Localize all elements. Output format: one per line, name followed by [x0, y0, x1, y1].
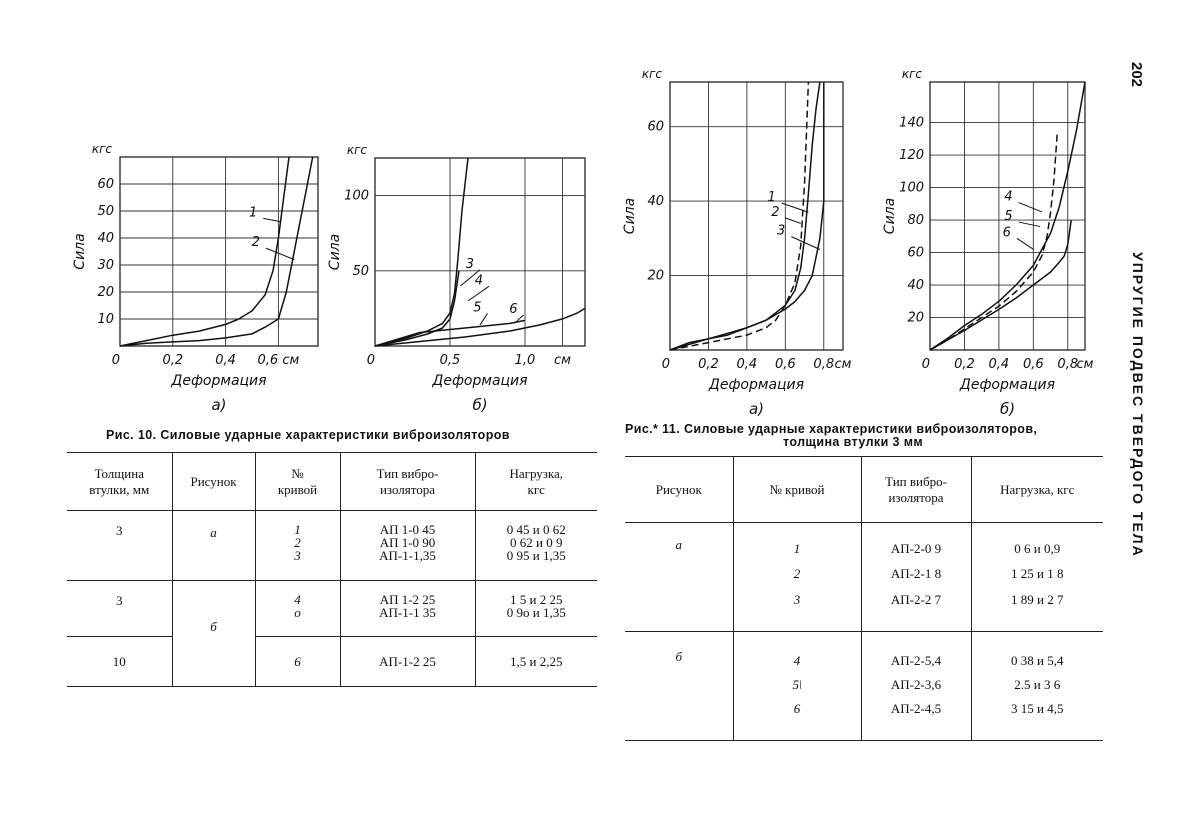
table-row	[67, 511, 597, 581]
x-tick-label: см	[834, 357, 852, 372]
fig11-caption-line2: толщина втулки 3 мм	[783, 435, 924, 449]
y-tick-label: 20	[647, 268, 664, 284]
table11-cell: АП-2-5,4	[861, 632, 971, 672]
table10-cell: 6	[255, 637, 340, 687]
table11-cell: 0 38 и 5,4	[1011, 652, 1064, 668]
table10-cell: АП-1-2 25	[340, 637, 475, 687]
curve-label: 6	[1002, 225, 1011, 241]
curve-leader-line	[1019, 222, 1041, 226]
table11-cell: 0 6 и 0,9	[1014, 540, 1061, 556]
table10-cell: 1 2 3	[255, 511, 340, 581]
curve-label: 5	[473, 300, 482, 316]
subfigure-label: а)	[748, 400, 765, 418]
curve-label: 6	[509, 301, 518, 317]
x-tick-label: 0	[366, 353, 375, 368]
table11-cell: АП-2-3,6	[861, 672, 971, 699]
table11-cell: 3	[733, 588, 861, 632]
x-tick-label: 0,8	[813, 357, 835, 372]
table-row	[625, 523, 1103, 561]
y-tick-label: 60	[97, 177, 114, 192]
fig10-caption: Рис. 10. Силовые ударные характеристики виброизоляторов	[106, 428, 510, 442]
table10-header-figure: Рисунок	[172, 453, 255, 511]
y-tick-label: 30	[97, 258, 114, 273]
table10-header-load: Нагрузка, кгс	[509, 465, 564, 497]
y-tick-label: 50	[352, 263, 369, 279]
x-tick-label: см	[554, 353, 571, 368]
table11-cell: 5ǀ	[733, 672, 861, 699]
table-fig11	[625, 456, 1103, 741]
x-axis-label: Деформация	[708, 377, 805, 393]
y-tick-label: 10	[97, 312, 114, 327]
table11-cell: АП-2-1 8	[861, 561, 971, 588]
x-tick-label: 0	[661, 357, 670, 372]
y-unit-label: кгс	[901, 67, 922, 81]
table10-cell: 10	[67, 637, 172, 687]
x-tick-label: 0,6	[1022, 357, 1044, 372]
table10-cell: 1,5 и 2,25	[510, 653, 563, 669]
x-tick-label: 1,0	[514, 353, 536, 368]
table10-header-type: Тип вибро- изолятора	[340, 453, 475, 511]
curve-label: 4	[474, 273, 483, 289]
table10-cell: 4 о	[255, 581, 340, 637]
table10-cell: а	[172, 511, 255, 581]
y-axis-label: Сила	[622, 197, 638, 235]
y-tick-label: 20	[907, 310, 924, 326]
table11-cell: 1	[733, 523, 861, 561]
y-tick-label: 60	[907, 245, 924, 261]
table11-header-curve: № кривой	[733, 457, 861, 523]
x-tick-label: 0	[921, 357, 930, 372]
y-tick-label: 100	[899, 180, 924, 196]
x-axis-label: Деформация	[171, 373, 267, 389]
curve-label: 2	[771, 205, 780, 220]
table10-cell: 1 5 и 2 25 0 9о и 1,35	[506, 592, 566, 620]
y-tick-label: 100	[344, 188, 369, 204]
curve-label: 2	[251, 235, 260, 251]
curve-label: 5	[1004, 209, 1013, 225]
running-head: УПРУГИЕ ПОДВЕС ТВЕРДОГО ТЕЛА	[1130, 252, 1146, 558]
y-tick-label: 120	[899, 148, 924, 164]
y-tick-label: 40	[907, 278, 924, 294]
table11-cell: 1 89 и 2 7	[1011, 591, 1064, 607]
table11-cell: 3 15 и 4,5	[1011, 700, 1064, 716]
y-tick-label: 40	[97, 231, 114, 246]
curve-label: 1	[767, 190, 776, 206]
table11-cell	[625, 588, 733, 632]
table10-cell: 3	[67, 511, 172, 581]
y-tick-label: 40	[647, 194, 664, 210]
x-tick-label: 0,2	[954, 357, 975, 372]
x-tick-label: см	[1076, 357, 1094, 372]
table-row	[625, 561, 1103, 588]
curve-label: 4	[1004, 189, 1013, 205]
curve-leader-line	[1017, 238, 1033, 249]
y-unit-label: кгс	[346, 143, 367, 157]
x-tick-label: 0,2	[162, 353, 184, 368]
table11-cell: 4	[733, 632, 861, 672]
x-tick-label: 0,4	[736, 357, 758, 372]
y-axis-label: Сила	[72, 233, 88, 270]
table10-cell: 3	[67, 581, 172, 637]
table11-header-type: Тип вибро- изолятора	[861, 457, 971, 523]
table11-cell: а	[625, 523, 733, 561]
table11-cell: б	[625, 632, 733, 672]
table11-cell	[625, 672, 733, 699]
y-axis-label: Сила	[882, 197, 898, 235]
curve-label: 3	[777, 223, 786, 239]
table11-header-load: Нагрузка, кгс	[1000, 481, 1075, 497]
table-row	[67, 637, 597, 687]
table11-cell: 2	[733, 561, 861, 588]
x-tick-label: 0,6 см	[257, 353, 300, 368]
y-axis-label: Сила	[327, 233, 343, 271]
table11-header-figure: Рисунок	[625, 457, 733, 523]
x-tick-label: 0,5	[439, 353, 461, 368]
curve-leader-line	[1019, 203, 1042, 212]
table11-cell: 1 25 и 1 8	[1011, 566, 1064, 581]
curve-label: 3	[465, 256, 474, 272]
y-tick-label: 50	[97, 204, 114, 219]
x-axis-label: Деформация	[432, 373, 528, 389]
curve-label: 1	[248, 205, 258, 221]
table10-cell: АП 1-0 45 АП 1-0 90 АП-1-1,35	[340, 511, 475, 581]
table-row	[625, 672, 1103, 699]
table-row	[625, 632, 1103, 672]
subfigure-label: б)	[999, 400, 1016, 418]
y-tick-label: 20	[97, 285, 114, 300]
table10-cell: б	[172, 581, 255, 687]
y-unit-label: кгс	[641, 67, 662, 81]
x-tick-label: 0,4	[215, 353, 236, 368]
x-tick-label: 0,4	[988, 357, 1010, 372]
y-unit-label: кгс	[91, 142, 112, 156]
x-tick-label: 0,2	[698, 357, 719, 372]
table10-header-curve: № кривой	[255, 453, 340, 511]
fig11-caption-line1: Рис.* 11. Силовые ударные характеристики виброизоляторов,	[625, 422, 1038, 436]
y-tick-label: 60	[647, 119, 664, 135]
y-tick-label: 80	[907, 213, 924, 229]
y-tick-label: 140	[899, 115, 924, 131]
subfigure-label: а)	[211, 396, 227, 414]
x-tick-label: 0,6	[774, 357, 796, 372]
table-row	[625, 699, 1103, 741]
table-row	[67, 581, 597, 637]
table10-header-thickness: Толщина втулки, мм	[67, 453, 172, 511]
table11-cell: АП-2-2 7	[861, 588, 971, 632]
table11-cell: 2.5 и 3 6	[1014, 677, 1061, 692]
table11-cell	[625, 699, 733, 741]
page-number: 202	[1128, 62, 1145, 88]
table-row	[625, 588, 1103, 632]
table-fig10	[67, 452, 597, 687]
table11-cell	[625, 561, 733, 588]
x-tick-label: 0,8	[1057, 357, 1079, 372]
x-tick-label: 0	[111, 353, 120, 368]
subfigure-label: б)	[472, 396, 488, 414]
table11-cell: АП-2-0 9	[861, 523, 971, 561]
table10-cell: 0 45 и 0 62 0 62 и 0 9 0 95 и 1,35	[506, 522, 566, 563]
x-axis-label: Деформация	[959, 377, 1056, 393]
table11-cell: АП-2-4,5	[861, 699, 971, 741]
table10-cell: АП 1-2 25 АП-1-1 35	[340, 581, 475, 637]
table11-cell: 6	[733, 699, 861, 741]
